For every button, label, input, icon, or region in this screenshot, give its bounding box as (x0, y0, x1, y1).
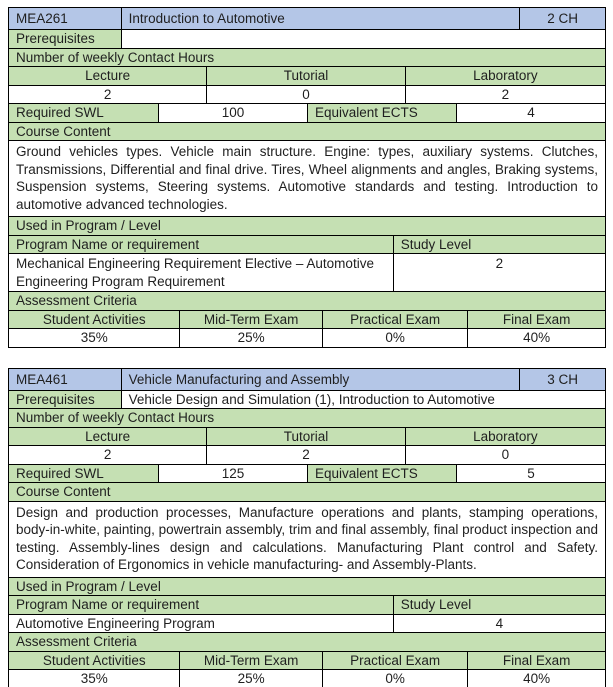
credit-hours-badge: 3 CH (519, 369, 605, 390)
prerequisites-label: Prerequisites (9, 391, 121, 409)
course-header-row (9, 369, 605, 390)
assessment-section-header: Assessment Criteria (9, 292, 605, 310)
practical-exam-value: 0% (322, 670, 467, 687)
required-swl-value: 125 (158, 465, 307, 483)
program-name-header: Program Name or requirement (9, 596, 393, 614)
final-exam-value: 40% (467, 670, 605, 687)
assessment-section-row (9, 291, 605, 310)
course-title: Introduction to Automotive (121, 8, 520, 29)
used-in-program-section-row (9, 216, 605, 235)
mid-term-exam-header: Mid-Term Exam (179, 311, 321, 329)
equivalent-ects-value: 4 (456, 104, 605, 122)
laboratory-hours-value: 2 (405, 86, 605, 104)
contact-hours-value-row (9, 85, 605, 104)
required-swl-label: Required SWL (9, 465, 158, 483)
program-name-value: Mechanical Engineering Requirement Elective – Automotive Engineering Program Requirement (16, 256, 374, 289)
contact-hours-section-header: Number of weekly Contact Hours (9, 49, 605, 67)
program-value-row (9, 253, 605, 291)
tutorial-hours-value: 0 (206, 86, 404, 104)
practical-exam-value: 0% (322, 329, 467, 347)
contact-hours-section-header: Number of weekly Contact Hours (9, 409, 605, 427)
contact-hours-header-row (9, 427, 605, 446)
assessment-value-row (9, 328, 605, 347)
required-swl-value: 100 (158, 104, 307, 122)
program-header-row (9, 595, 605, 614)
credit-hours-badge: 2 CH (519, 8, 605, 29)
tutorial-header: Tutorial (206, 67, 404, 85)
study-level-header: Study Level (393, 596, 605, 614)
equivalent-ects-value: 5 (456, 465, 605, 483)
assessment-section-row (9, 632, 605, 651)
assessment-header-row (9, 310, 605, 329)
course-content-row (9, 501, 605, 577)
program-name-value: Automotive Engineering Program (16, 615, 215, 631)
contact-hours-section-row (9, 48, 605, 67)
final-exam-header: Final Exam (467, 311, 605, 329)
tutorial-hours-value: 2 (206, 446, 404, 464)
program-name-header: Program Name or requirement (9, 236, 393, 254)
swl-ects-row (9, 464, 605, 483)
prerequisites-row (9, 29, 605, 48)
prerequisites-row (9, 390, 605, 409)
course-content-text: Design and production processes, Manufacture operations and plants, stamping operations, body-in-white, painting, powertrain assembly, trim and final assembly, final product inspection and testing. Assembly-lines design and calculations. Manufacturing Plant control and Safety. Consideration of Ergonomics in vehicle manufacturing- and Assembly-Plants. (16, 504, 598, 572)
student-activities-header: Student Activities (9, 652, 179, 670)
study-level-value: 2 (393, 254, 605, 291)
program-value-row (9, 614, 605, 633)
course-content-section-row (9, 482, 605, 501)
mid-term-exam-header: Mid-Term Exam (179, 652, 321, 670)
course-table-mea261 (8, 7, 606, 348)
course-title: Vehicle Manufacturing and Assembly (121, 369, 520, 390)
course-content-section-header: Course Content (9, 483, 605, 501)
assessment-section-header: Assessment Criteria (9, 633, 605, 651)
study-level-header: Study Level (393, 236, 605, 254)
course-code: MEA261 (9, 8, 121, 29)
prerequisites-label: Prerequisites (9, 30, 121, 48)
course-code: MEA461 (9, 369, 121, 390)
practical-exam-header: Practical Exam (322, 652, 467, 670)
required-swl-label: Required SWL (9, 104, 158, 122)
used-in-program-section-header: Used in Program / Level (9, 578, 605, 596)
used-in-program-section-row (9, 577, 605, 596)
prerequisites-value: Vehicle Design and Simulation (1), Introduction to Automotive (121, 391, 605, 409)
final-exam-header: Final Exam (467, 652, 605, 670)
student-activities-value: 35% (80, 671, 108, 687)
program-header-row (9, 235, 605, 254)
course-content-row (9, 140, 605, 216)
used-in-program-section-header: Used in Program / Level (9, 217, 605, 235)
mid-term-exam-value: 25% (179, 329, 321, 347)
equivalent-ects-label: Equivalent ECTS (307, 465, 456, 483)
course-content-section-header: Course Content (9, 123, 605, 141)
practical-exam-header: Practical Exam (322, 311, 467, 329)
laboratory-header: Laboratory (405, 67, 605, 85)
laboratory-header: Laboratory (405, 428, 605, 446)
equivalent-ects-label: Equivalent ECTS (307, 104, 456, 122)
student-activities-header: Student Activities (9, 311, 179, 329)
course-table-mea461 (8, 368, 606, 687)
contact-hours-section-row (9, 408, 605, 427)
final-exam-value: 40% (467, 329, 605, 347)
assessment-value-row (9, 669, 605, 687)
tutorial-header: Tutorial (206, 428, 404, 446)
mid-term-exam-value: 25% (179, 670, 321, 687)
contact-hours-header-row (9, 66, 605, 85)
lecture-hours-value: 2 (103, 86, 112, 102)
course-header-row (9, 8, 605, 29)
course-content-section-row (9, 122, 605, 141)
course-content-text: Ground vehicles types. Vehicle main structure. Engine: types, auxiliary systems. Clutches, Transmissions, Differential and final drive. Tires, Wheel alignments and angles, Braking systems, Suspension systems, Steering systems. Automotive standards and testing. Introduction to automotive advanced technologies. (16, 144, 598, 212)
lecture-header: Lecture (9, 428, 206, 446)
lecture-hours-value: 2 (103, 447, 112, 463)
contact-hours-value-row (9, 445, 605, 464)
swl-ects-row (9, 103, 605, 122)
assessment-header-row (9, 651, 605, 670)
laboratory-hours-value: 0 (405, 446, 605, 464)
prerequisites-value (121, 30, 605, 48)
study-level-value: 4 (393, 615, 605, 633)
lecture-header: Lecture (9, 67, 206, 85)
student-activities-value: 35% (80, 330, 108, 346)
